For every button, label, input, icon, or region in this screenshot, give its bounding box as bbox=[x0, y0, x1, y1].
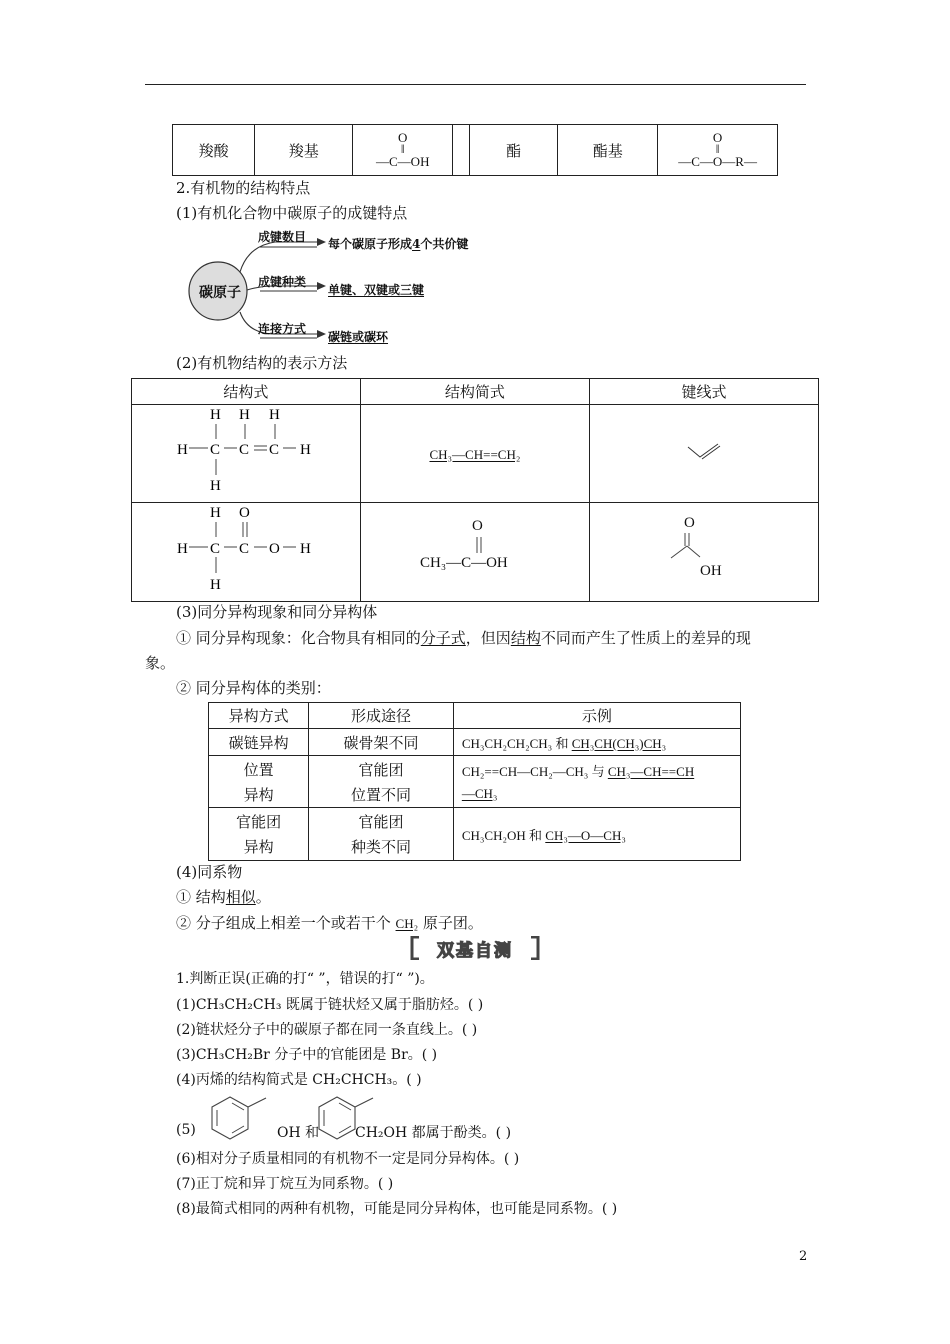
question-2: (2)链状烃分子中的碳原子都在同一条直线上。( ) bbox=[176, 1022, 478, 1038]
acetic-double-bond-icon bbox=[474, 536, 484, 554]
cell-chain-formation: 碳骨架不同 bbox=[309, 729, 454, 756]
svg-text:H: H bbox=[210, 407, 221, 423]
svg-text:C: C bbox=[269, 442, 280, 458]
acetic-structural-svg bbox=[170, 502, 330, 594]
header-simplified-formula: 结构简式 bbox=[360, 379, 589, 405]
svg-text:H: H bbox=[210, 505, 221, 521]
header-skeletal-formula: 键线式 bbox=[589, 379, 818, 405]
cell-position-formation: 官能团 位置不同 bbox=[309, 756, 454, 808]
branch-label-type: 成键种类 bbox=[258, 275, 307, 289]
question-5-prefix: (5) bbox=[176, 1122, 196, 1138]
svg-text:O: O bbox=[239, 505, 250, 521]
acetic-skeletal-oh: OH bbox=[700, 563, 722, 579]
cell-chain-example: CH₃CH₂CH₂CH₃ 和 CH₃CH(CH₃)CH₃ bbox=[453, 729, 740, 756]
cell-chain-isomer: 碳链异构 bbox=[209, 729, 309, 756]
cell-propene-simplified: CH₃—CH==CH₂ bbox=[360, 405, 589, 503]
isomerism-definition: ① 同分异构现象：化合物具有相同的分子式，但因结构不同而产生了性质上的差异的现 bbox=[176, 629, 751, 647]
question-6: (6)相对分子质量相同的有机物不一定是同分异构体。( ) bbox=[176, 1151, 520, 1167]
question-7: (7)正丁烷和异丁烷互为同系物。( ) bbox=[176, 1176, 394, 1192]
functional-group-table bbox=[172, 124, 778, 176]
question-8: (8)最简式相同的两种有机物，可能是同分异构体，也可能是同系物。( ) bbox=[176, 1201, 618, 1217]
isomer-table bbox=[208, 702, 741, 861]
cell-ester-group: 酯基 bbox=[558, 125, 658, 176]
self-test-banner: 双基自测 bbox=[409, 936, 541, 960]
cell-functional-formation: 官能团 种类不同 bbox=[309, 808, 454, 861]
branch-label-connect: 连接方式 bbox=[258, 322, 307, 336]
isomer-types-title: ② 同分异构体的类别： bbox=[176, 679, 331, 697]
cell-functional-isomer: 官能团 异构 bbox=[209, 808, 309, 861]
cell-propene-skeletal bbox=[589, 405, 818, 503]
branch-text-count: 每个碳原子形成4个共价键 bbox=[328, 237, 469, 251]
cell-carboxyl: 羧基 bbox=[255, 125, 353, 176]
svg-text:H: H bbox=[300, 541, 311, 557]
cell-ester-formula: O ‖ —C—O—R— bbox=[658, 125, 778, 176]
carbon-atom-label: 碳原子 bbox=[199, 285, 241, 301]
arrow-head-3 bbox=[317, 330, 326, 338]
section-2-2: (2)有机物结构的表示方法 bbox=[176, 354, 348, 372]
svg-text:O: O bbox=[269, 541, 280, 557]
header-example: 示例 bbox=[453, 703, 740, 729]
acetic-skeletal-o: O bbox=[684, 515, 695, 531]
acetic-simplified-formula: CH₃—C—OH bbox=[420, 555, 508, 571]
svg-text:H: H bbox=[210, 577, 221, 593]
propene-structural-svg bbox=[170, 404, 330, 496]
question-4: (4)丙烯的结构简式是 CH₂CHCH₃。( ) bbox=[176, 1072, 422, 1088]
cell-position-isomer: 位置 异构 bbox=[209, 756, 309, 808]
page-number: 2 bbox=[799, 1249, 808, 1264]
svg-text:H: H bbox=[177, 442, 188, 458]
header-isomer-type: 异构方式 bbox=[209, 703, 309, 729]
branch-text-type: 单键、双键或三键 bbox=[328, 283, 425, 297]
arrow-head-1 bbox=[317, 238, 326, 246]
svg-text:C: C bbox=[210, 442, 221, 458]
cell-position-example: CH₂==CH—CH₂—CH₃ 与 CH₃—CH==CH —CH₃ bbox=[453, 756, 740, 808]
section-2-1: (1)有机化合物中碳原子的成键特点 bbox=[176, 204, 408, 222]
svg-text:H: H bbox=[210, 478, 221, 494]
question-5-suffix: CH₂OH 都属于酚类。( ) bbox=[355, 1125, 512, 1141]
svg-text:H: H bbox=[177, 541, 188, 557]
propene-skeletal-icon bbox=[684, 442, 724, 462]
header-rule bbox=[145, 84, 806, 85]
cell-carboxylic-acid: 羧酸 bbox=[173, 125, 255, 176]
header-formation: 形成途径 bbox=[309, 703, 454, 729]
benzene-ring-icon-1 bbox=[210, 1095, 276, 1143]
isomerism-definition-cont: 象。 bbox=[145, 654, 176, 672]
header-structural-formula: 结构式 bbox=[132, 379, 361, 405]
homolog-point-2: ② 分子组成上相差一个或若干个 CH₂ 原子团。 bbox=[176, 914, 483, 932]
acetic-skeletal-icon bbox=[670, 532, 710, 564]
svg-text:H: H bbox=[269, 407, 280, 423]
question-3: (3)CH₃CH₂Br 分子中的官能团是 Br。( ) bbox=[176, 1047, 438, 1063]
cell-gap bbox=[453, 125, 470, 176]
arrow-head-2 bbox=[317, 282, 326, 290]
section-2-3: (3)同分异构现象和同分异构体 bbox=[176, 603, 378, 621]
cell-ester: 酯 bbox=[470, 125, 558, 176]
svg-text:C: C bbox=[239, 541, 250, 557]
svg-text:H: H bbox=[239, 407, 250, 423]
branch-text-connect: 碳链或碳环 bbox=[328, 330, 389, 344]
svg-text:H: H bbox=[300, 442, 311, 458]
question-1: (1)CH₃CH₂CH₃ 既属于链状烃又属于脂肪烃。( ) bbox=[176, 997, 484, 1013]
section-2-title: 2.有机物的结构特点 bbox=[176, 179, 311, 197]
question-title: 1.判断正误(正确的打“ ”，错误的打“ ”)。 bbox=[176, 971, 434, 987]
acetic-simplified-o: O bbox=[472, 518, 483, 534]
cell-carboxyl-formula: O ‖ —C—OH bbox=[353, 125, 453, 176]
cell-functional-example: CH₃CH₂OH 和 CH₃—O—CH₃ bbox=[453, 808, 740, 861]
section-2-4: (4)同系物 bbox=[176, 863, 243, 881]
homolog-point-1: ① 结构相似。 bbox=[176, 888, 271, 906]
svg-text:C: C bbox=[210, 541, 221, 557]
branch-label-count: 成键数目 bbox=[258, 230, 307, 244]
question-5-mid: OH 和 bbox=[277, 1125, 320, 1141]
svg-text:C: C bbox=[239, 442, 250, 458]
